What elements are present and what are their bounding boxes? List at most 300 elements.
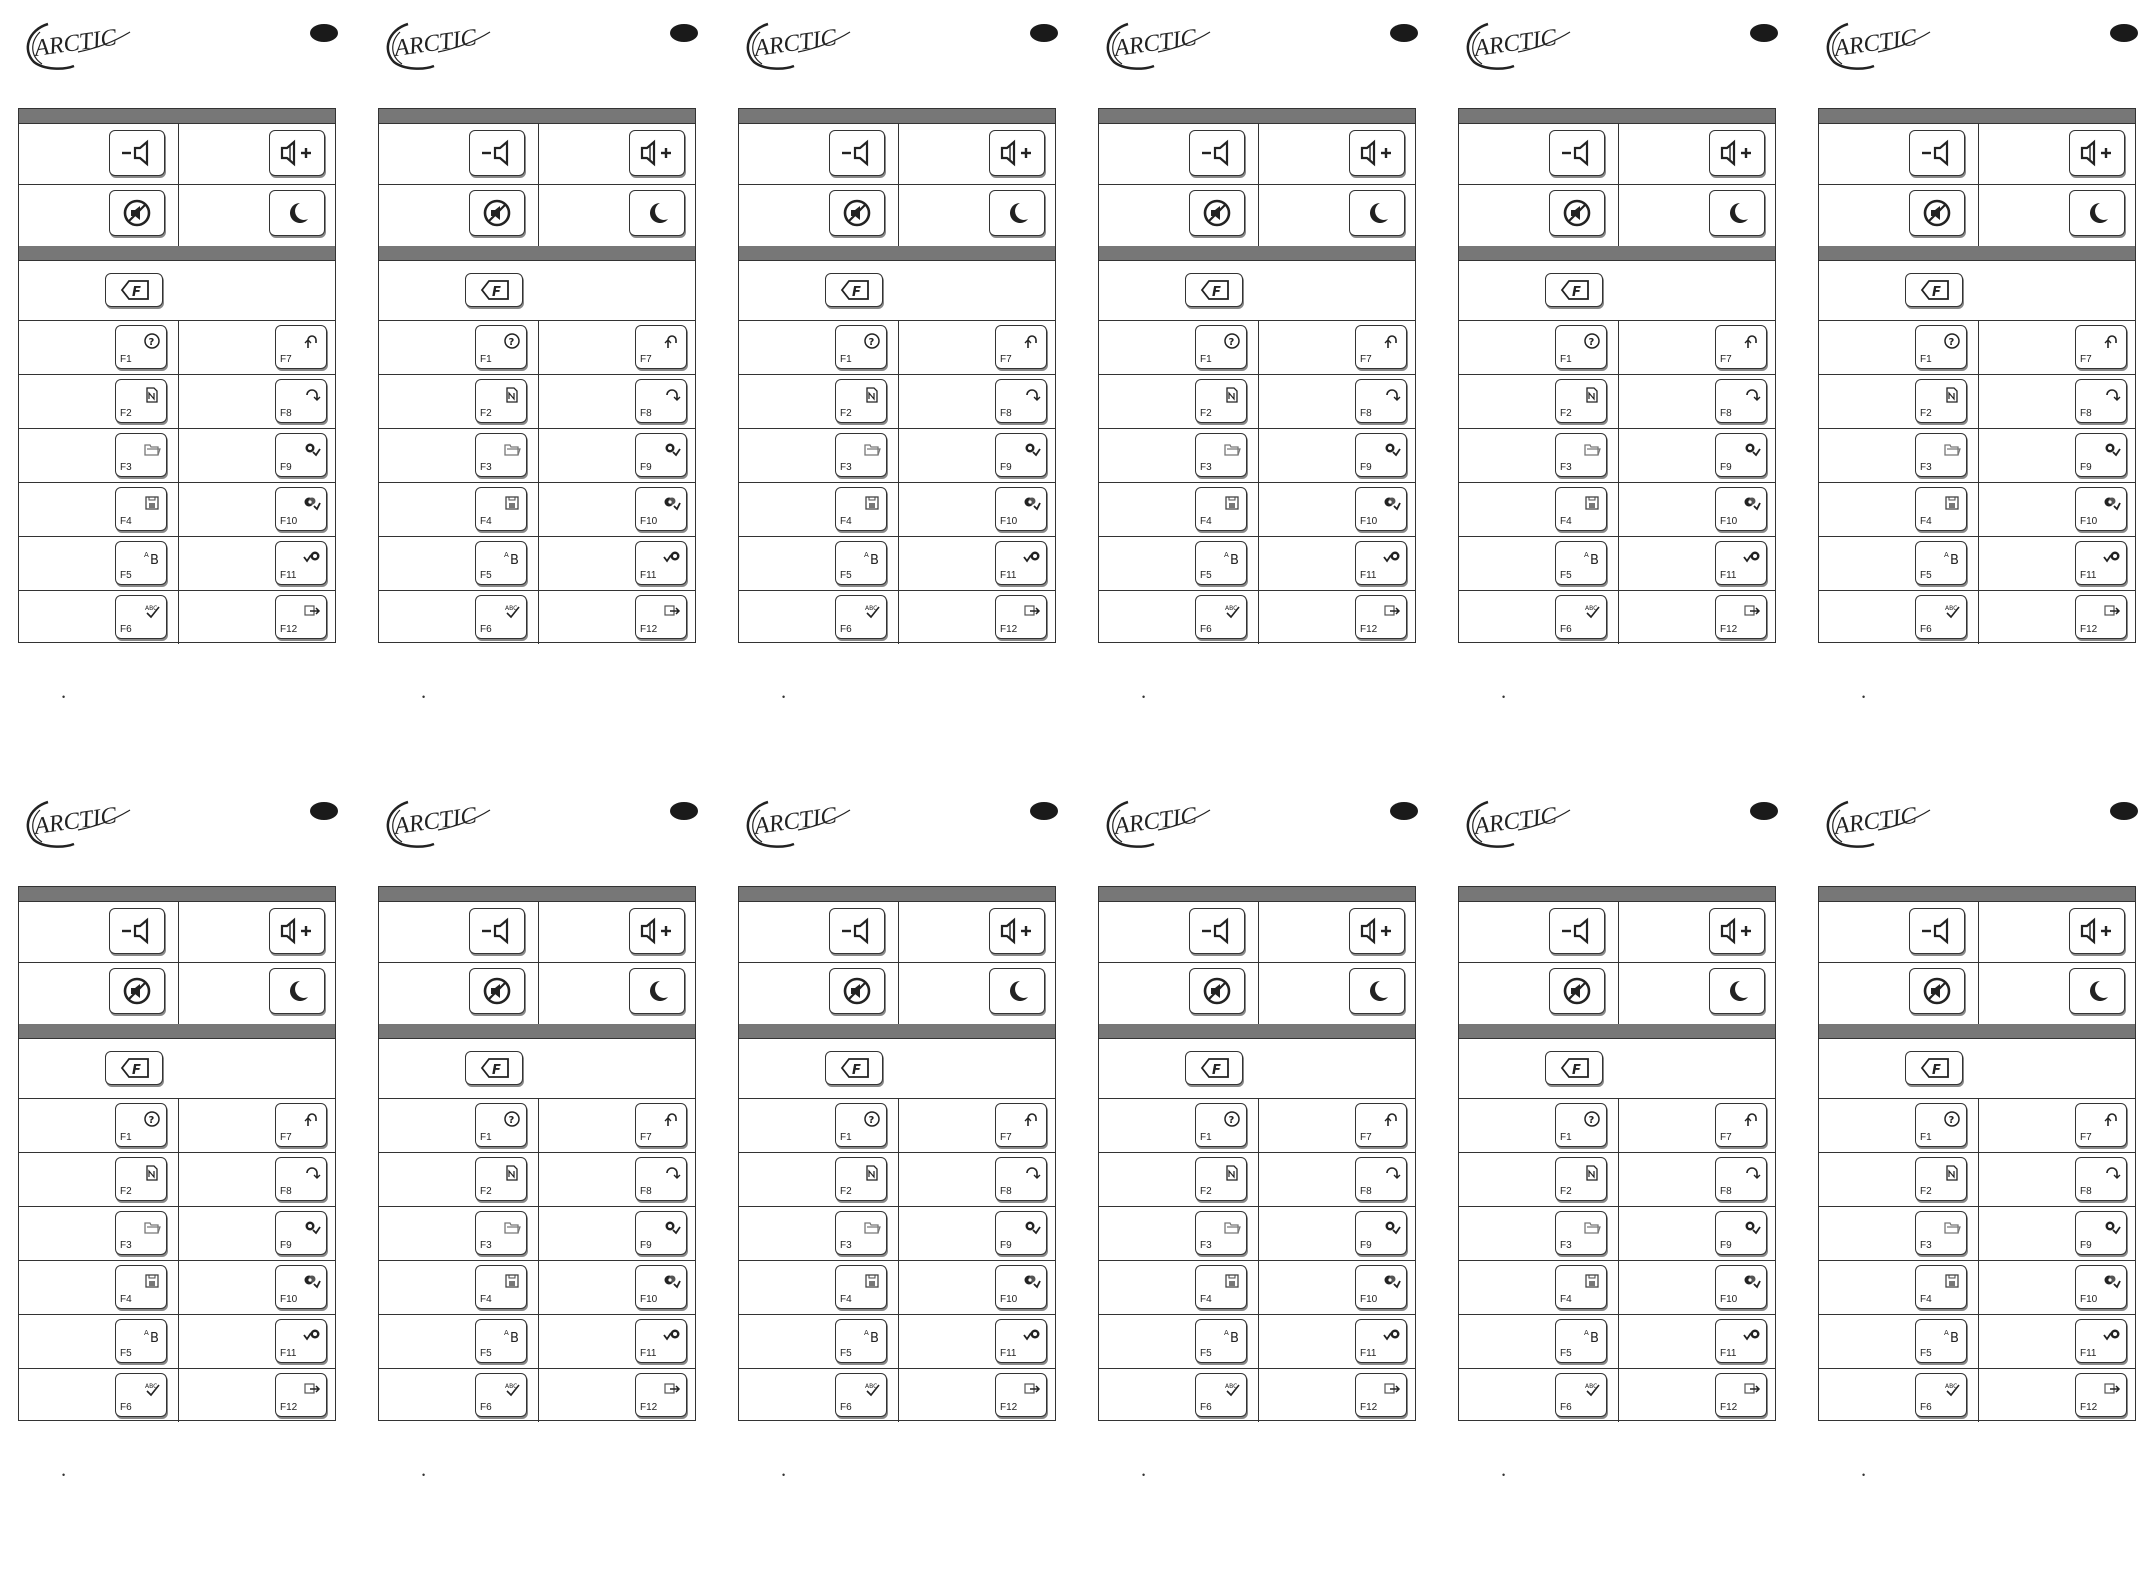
function-key-label: F5 — [120, 1348, 132, 1359]
function-key-label: F4 — [1920, 1294, 1932, 1305]
svg-text:?: ? — [508, 337, 515, 348]
fn-key[interactable] — [465, 1051, 523, 1085]
mute-key[interactable] — [1549, 190, 1605, 236]
function-key-label: F5 — [120, 570, 132, 581]
function-key-label: F3 — [1920, 462, 1932, 473]
function-key-f10[interactable] — [275, 1265, 327, 1309]
volume-up-key[interactable] — [1709, 130, 1765, 176]
function-key-f10[interactable] — [995, 1265, 1047, 1309]
function-key-f9[interactable] — [275, 1211, 327, 1255]
function-key-f6[interactable] — [1555, 1373, 1607, 1417]
bullet-point: • — [1862, 692, 1866, 702]
function-key-label: F8 — [280, 1186, 292, 1197]
table-column-divider — [538, 1098, 539, 1422]
function-key-f1[interactable] — [475, 1103, 527, 1147]
reply-icon — [2103, 1218, 2121, 1236]
key-reference-card — [1458, 0, 1778, 702]
function-key-f12[interactable] — [2075, 1373, 2127, 1417]
help-icon — [503, 332, 521, 350]
table-row-divider — [19, 1260, 335, 1261]
function-key-f5[interactable] — [1195, 1319, 1247, 1363]
section-header-bar — [739, 887, 1055, 901]
function-key-f4[interactable] — [835, 1265, 887, 1309]
function-key-f3[interactable] — [1195, 1211, 1247, 1255]
table-row-divider — [1099, 482, 1415, 483]
function-key-f8[interactable] — [2075, 1157, 2127, 1201]
sleep-key[interactable] — [2069, 968, 2125, 1014]
function-key-f6[interactable] — [115, 1373, 167, 1417]
function-key-f2[interactable] — [475, 1157, 527, 1201]
function-key-label: F4 — [840, 1294, 852, 1305]
volume-down-key[interactable] — [1189, 908, 1245, 954]
volume-down-key[interactable] — [469, 908, 525, 954]
key-reference-card — [738, 778, 1058, 1480]
help-icon — [1583, 332, 1601, 350]
volume-up-key[interactable] — [1349, 130, 1405, 176]
function-key-f6[interactable] — [1555, 595, 1607, 639]
logo-text: ARCTIC — [32, 802, 119, 840]
table-row-divider — [1459, 1038, 1775, 1039]
table-row-divider — [379, 1206, 695, 1207]
function-key-f11[interactable] — [995, 541, 1047, 585]
help-icon — [503, 1110, 521, 1128]
function-key-f12[interactable] — [995, 1373, 1047, 1417]
volume-down-key[interactable] — [1189, 130, 1245, 176]
open-folder-icon — [1943, 440, 1961, 458]
function-key-f11[interactable] — [1715, 1319, 1767, 1363]
forward-icon — [663, 548, 681, 566]
volume-up-key[interactable] — [629, 908, 685, 954]
function-key-label: F2 — [1560, 408, 1572, 419]
svg-text:?: ? — [1948, 1115, 1955, 1126]
function-key-label: F9 — [1720, 462, 1732, 473]
function-key-f10[interactable] — [2075, 1265, 2127, 1309]
mute-key[interactable] — [1909, 968, 1965, 1014]
table-row-divider — [739, 320, 1055, 321]
function-key-f3[interactable] — [1555, 1211, 1607, 1255]
function-key-label: F6 — [480, 624, 492, 635]
function-key-f10[interactable] — [635, 1265, 687, 1309]
function-key-label: F12 — [1000, 624, 1018, 635]
hole-punch-dot — [310, 802, 338, 820]
function-key-f1[interactable] — [1195, 325, 1247, 369]
function-key-f5[interactable] — [1915, 1319, 1967, 1363]
function-key-f7[interactable] — [995, 1103, 1047, 1147]
function-key-label: F9 — [1360, 1240, 1372, 1251]
fn-key[interactable] — [1545, 1051, 1603, 1085]
function-key-f11[interactable] — [275, 1319, 327, 1363]
function-key-f3[interactable] — [475, 1211, 527, 1255]
table-row-divider — [1099, 123, 1415, 124]
function-key-f8[interactable] — [1715, 379, 1767, 423]
fn-key[interactable] — [465, 273, 523, 307]
function-key-f11[interactable] — [1355, 1319, 1407, 1363]
function-key-label: F4 — [1920, 516, 1932, 527]
function-key-f5[interactable] — [475, 541, 527, 585]
svg-text:A: A — [1584, 551, 1589, 559]
volume-down-key[interactable] — [109, 130, 165, 176]
table-row-divider — [1459, 1260, 1775, 1261]
function-key-label: F2 — [1920, 408, 1932, 419]
function-key-f4[interactable] — [475, 1265, 527, 1309]
mute-key[interactable] — [469, 968, 525, 1014]
logo-text: ARCTIC — [392, 802, 479, 840]
mute-key[interactable] — [109, 968, 165, 1014]
function-key-f4[interactable] — [115, 1265, 167, 1309]
function-key-f4[interactable] — [475, 487, 527, 531]
mute-key[interactable] — [1189, 968, 1245, 1014]
function-key-f7[interactable] — [1715, 325, 1767, 369]
function-key-f9[interactable] — [1355, 1211, 1407, 1255]
function-key-label: F10 — [280, 1294, 298, 1305]
table-row-divider — [1819, 1314, 2135, 1315]
mute-key[interactable] — [1549, 968, 1605, 1014]
volume-up-key[interactable] — [1349, 908, 1405, 954]
volume-down-key[interactable] — [109, 908, 165, 954]
function-key-f4[interactable] — [115, 487, 167, 531]
function-key-label: F6 — [1920, 624, 1932, 635]
bullet-point: • — [1142, 692, 1146, 702]
function-key-f12[interactable] — [995, 595, 1047, 639]
function-key-f4[interactable] — [1555, 487, 1607, 531]
section-header-bar — [1099, 887, 1415, 901]
function-key-label: F9 — [1000, 1240, 1012, 1251]
function-key-f8[interactable] — [1355, 1157, 1407, 1201]
sleep-key[interactable] — [629, 968, 685, 1014]
function-key-label: F2 — [1200, 408, 1212, 419]
function-key-f1[interactable] — [1555, 1103, 1607, 1147]
function-key-f10[interactable] — [635, 487, 687, 531]
key-table — [738, 886, 1056, 1421]
table-row-divider — [1459, 1314, 1775, 1315]
mute-key[interactable] — [829, 190, 885, 236]
function-key-f2[interactable] — [835, 379, 887, 423]
bullet-point: • — [62, 1470, 66, 1480]
logo-text: ARCTIC — [392, 24, 479, 62]
function-key-f6[interactable] — [475, 595, 527, 639]
undo-icon — [1383, 332, 1401, 350]
volume-down-key[interactable] — [829, 908, 885, 954]
sleep-key[interactable] — [1349, 968, 1405, 1014]
reply-all-icon — [663, 494, 681, 512]
mute-key[interactable] — [1189, 190, 1245, 236]
send-icon — [663, 602, 681, 620]
function-key-f3[interactable] — [1915, 1211, 1967, 1255]
function-key-f1[interactable] — [835, 1103, 887, 1147]
function-key-f10[interactable] — [995, 487, 1047, 531]
svg-text:B: B — [1590, 553, 1599, 566]
table-row-divider — [739, 590, 1055, 591]
arctic-logo — [1458, 790, 1578, 860]
function-key-f4[interactable] — [1555, 1265, 1607, 1309]
fn-key[interactable] — [1905, 273, 1963, 307]
table-column-divider — [898, 1098, 899, 1422]
sleep-key[interactable] — [1349, 190, 1405, 236]
function-key-f10[interactable] — [2075, 487, 2127, 531]
volume-up-key[interactable] — [2069, 130, 2125, 176]
function-key-label: F6 — [1920, 1402, 1932, 1413]
section-header-bar — [19, 109, 335, 123]
function-key-f5[interactable] — [1555, 541, 1607, 585]
function-key-f3[interactable] — [115, 1211, 167, 1255]
function-key-f3[interactable] — [115, 433, 167, 477]
function-key-f12[interactable] — [2075, 595, 2127, 639]
function-key-f9[interactable] — [1715, 433, 1767, 477]
send-icon — [303, 602, 321, 620]
hole-punch-dot — [1750, 802, 1778, 820]
function-key-f7[interactable] — [275, 325, 327, 369]
function-key-f2[interactable] — [115, 379, 167, 423]
function-key-f5[interactable] — [115, 1319, 167, 1363]
function-key-f12[interactable] — [1355, 1373, 1407, 1417]
function-key-f10[interactable] — [1715, 487, 1767, 531]
function-key-f3[interactable] — [475, 433, 527, 477]
volume-up-key[interactable] — [989, 130, 1045, 176]
volume-down-key[interactable] — [469, 130, 525, 176]
function-key-f3[interactable] — [835, 433, 887, 477]
function-key-f12[interactable] — [275, 1373, 327, 1417]
function-key-f6[interactable] — [835, 595, 887, 639]
function-key-f2[interactable] — [1195, 379, 1247, 423]
function-key-f7[interactable] — [1355, 1103, 1407, 1147]
help-icon — [143, 332, 161, 350]
table-row-divider — [1459, 536, 1775, 537]
function-key-f8[interactable] — [275, 379, 327, 423]
function-key-f9[interactable] — [275, 433, 327, 477]
svg-text:?: ? — [868, 1115, 875, 1126]
volume-up-key[interactable] — [629, 130, 685, 176]
function-key-f5[interactable] — [1555, 1319, 1607, 1363]
function-key-f11[interactable] — [635, 1319, 687, 1363]
function-key-f7[interactable] — [635, 325, 687, 369]
function-key-f1[interactable] — [1915, 325, 1967, 369]
function-key-f10[interactable] — [275, 487, 327, 531]
function-key-f6[interactable] — [1195, 1373, 1247, 1417]
function-key-f10[interactable] — [1355, 1265, 1407, 1309]
function-key-f7[interactable] — [2075, 325, 2127, 369]
function-key-f8[interactable] — [1355, 379, 1407, 423]
volume-down-key[interactable] — [1549, 908, 1605, 954]
function-key-f9[interactable] — [995, 433, 1047, 477]
table-row-divider — [739, 901, 1055, 902]
function-key-label: F2 — [1560, 1186, 1572, 1197]
undo-icon — [1023, 1110, 1041, 1128]
function-key-label: F3 — [1200, 1240, 1212, 1251]
forward-icon — [1383, 548, 1401, 566]
function-key-f8[interactable] — [995, 1157, 1047, 1201]
function-key-f10[interactable] — [1715, 1265, 1767, 1309]
function-key-f11[interactable] — [995, 1319, 1047, 1363]
table-row-divider — [739, 482, 1055, 483]
function-key-f1[interactable] — [1915, 1103, 1967, 1147]
function-key-label: F8 — [1000, 408, 1012, 419]
volume-up-key[interactable] — [2069, 908, 2125, 954]
svg-text:ABC: ABC — [145, 605, 158, 612]
open-folder-icon — [1583, 1218, 1601, 1236]
fn-key[interactable] — [1185, 273, 1243, 307]
function-key-f6[interactable] — [475, 1373, 527, 1417]
table-column-divider — [178, 901, 179, 1024]
reply-icon — [1383, 440, 1401, 458]
function-key-f11[interactable] — [2075, 541, 2127, 585]
function-key-f12[interactable] — [1355, 595, 1407, 639]
key-reference-card — [1818, 778, 2138, 1480]
volume-down-key[interactable] — [1909, 130, 1965, 176]
sleep-key[interactable] — [1709, 190, 1765, 236]
sleep-key[interactable] — [989, 190, 1045, 236]
volume-down-key[interactable] — [829, 130, 885, 176]
function-key-f9[interactable] — [2075, 1211, 2127, 1255]
function-key-f6[interactable] — [1195, 595, 1247, 639]
function-key-f8[interactable] — [1715, 1157, 1767, 1201]
function-key-f2[interactable] — [115, 1157, 167, 1201]
svg-text:A: A — [1944, 551, 1949, 559]
function-key-f6[interactable] — [835, 1373, 887, 1417]
function-key-f7[interactable] — [2075, 1103, 2127, 1147]
function-key-f2[interactable] — [1555, 1157, 1607, 1201]
fn-key[interactable] — [1545, 273, 1603, 307]
function-key-f5[interactable] — [475, 1319, 527, 1363]
function-key-f2[interactable] — [1915, 1157, 1967, 1201]
svg-text:ABC: ABC — [1945, 605, 1958, 612]
function-key-f5[interactable] — [1915, 541, 1967, 585]
function-key-f8[interactable] — [995, 379, 1047, 423]
table-row-divider — [19, 1098, 335, 1099]
function-key-f12[interactable] — [635, 595, 687, 639]
volume-down-key[interactable] — [1909, 908, 1965, 954]
reply-icon — [663, 1218, 681, 1236]
function-key-f1[interactable] — [475, 325, 527, 369]
function-key-f5[interactable] — [1195, 541, 1247, 585]
mute-key[interactable] — [1909, 190, 1965, 236]
fn-key[interactable] — [105, 1051, 163, 1085]
mute-key[interactable] — [469, 190, 525, 236]
function-key-f11[interactable] — [2075, 1319, 2127, 1363]
mute-key[interactable] — [109, 190, 165, 236]
function-key-f3[interactable] — [1915, 433, 1967, 477]
function-key-f2[interactable] — [835, 1157, 887, 1201]
function-key-f12[interactable] — [635, 1373, 687, 1417]
function-key-f1[interactable] — [1555, 325, 1607, 369]
function-key-f1[interactable] — [1195, 1103, 1247, 1147]
function-key-label: F5 — [1920, 1348, 1932, 1359]
volume-up-key[interactable] — [989, 908, 1045, 954]
function-key-f11[interactable] — [635, 541, 687, 585]
table-column-divider — [1618, 123, 1619, 246]
function-key-f5[interactable] — [835, 1319, 887, 1363]
function-key-f11[interactable] — [1355, 541, 1407, 585]
function-key-f4[interactable] — [1915, 487, 1967, 531]
function-key-label: F10 — [2080, 516, 2098, 527]
function-key-f1[interactable] — [115, 1103, 167, 1147]
function-key-f9[interactable] — [995, 1211, 1047, 1255]
function-key-f7[interactable] — [635, 1103, 687, 1147]
function-key-f11[interactable] — [1715, 541, 1767, 585]
function-key-label: F3 — [120, 462, 132, 473]
sleep-key[interactable] — [2069, 190, 2125, 236]
table-row-divider — [379, 1098, 695, 1099]
sleep-key[interactable] — [269, 968, 325, 1014]
function-key-f7[interactable] — [275, 1103, 327, 1147]
table-row-divider — [19, 184, 335, 185]
function-key-f8[interactable] — [275, 1157, 327, 1201]
function-key-f12[interactable] — [1715, 595, 1767, 639]
fn-key[interactable] — [1905, 1051, 1963, 1085]
function-key-f1[interactable] — [115, 325, 167, 369]
function-key-f1[interactable] — [835, 325, 887, 369]
sleep-key[interactable] — [989, 968, 1045, 1014]
sleep-key[interactable] — [1709, 968, 1765, 1014]
function-key-f4[interactable] — [835, 487, 887, 531]
function-key-f3[interactable] — [835, 1211, 887, 1255]
function-key-f9[interactable] — [635, 1211, 687, 1255]
function-key-f7[interactable] — [1715, 1103, 1767, 1147]
function-key-f12[interactable] — [1715, 1373, 1767, 1417]
sleep-key[interactable] — [629, 190, 685, 236]
function-key-f9[interactable] — [1715, 1211, 1767, 1255]
volume-down-key[interactable] — [1549, 130, 1605, 176]
function-key-f2[interactable] — [1555, 379, 1607, 423]
function-key-f11[interactable] — [275, 541, 327, 585]
fn-key[interactable] — [1185, 1051, 1243, 1085]
function-key-f6[interactable] — [1915, 1373, 1967, 1417]
sleep-key[interactable] — [269, 190, 325, 236]
function-key-f9[interactable] — [1355, 433, 1407, 477]
table-row-divider — [739, 536, 1055, 537]
function-key-f8[interactable] — [635, 379, 687, 423]
fn-key[interactable] — [825, 1051, 883, 1085]
arctic-logo — [1818, 790, 1938, 860]
fn-key[interactable] — [105, 273, 163, 307]
function-key-f8[interactable] — [635, 1157, 687, 1201]
function-key-f5[interactable] — [835, 541, 887, 585]
function-key-f2[interactable] — [475, 379, 527, 423]
function-key-f7[interactable] — [995, 325, 1047, 369]
fn-key[interactable] — [825, 273, 883, 307]
hole-punch-dot — [2110, 802, 2138, 820]
table-row-divider — [1459, 428, 1775, 429]
function-key-f8[interactable] — [2075, 379, 2127, 423]
volume-up-key[interactable] — [269, 908, 325, 954]
function-key-f4[interactable] — [1195, 487, 1247, 531]
function-key-f9[interactable] — [2075, 433, 2127, 477]
function-key-label: F11 — [640, 570, 657, 581]
function-key-f12[interactable] — [275, 595, 327, 639]
function-key-f3[interactable] — [1195, 433, 1247, 477]
function-key-f5[interactable] — [115, 541, 167, 585]
function-key-f3[interactable] — [1555, 433, 1607, 477]
function-key-f2[interactable] — [1915, 379, 1967, 423]
function-key-f4[interactable] — [1915, 1265, 1967, 1309]
function-key-label: F7 — [2080, 1132, 2092, 1143]
function-key-f7[interactable] — [1355, 325, 1407, 369]
mute-key[interactable] — [829, 968, 885, 1014]
hole-punch-dot — [1030, 24, 1058, 42]
function-key-label: F7 — [280, 354, 292, 365]
volume-up-key[interactable] — [269, 130, 325, 176]
function-key-f6[interactable] — [1915, 595, 1967, 639]
function-key-f6[interactable] — [115, 595, 167, 639]
bullet-point: • — [782, 692, 786, 702]
arctic-logo — [378, 12, 498, 82]
function-key-f2[interactable] — [1195, 1157, 1247, 1201]
volume-up-key[interactable] — [1709, 908, 1765, 954]
function-key-f10[interactable] — [1355, 487, 1407, 531]
svg-text:?: ? — [1588, 337, 1595, 348]
function-key-f4[interactable] — [1195, 1265, 1247, 1309]
svg-text:A: A — [1224, 1329, 1229, 1337]
function-key-f9[interactable] — [635, 433, 687, 477]
